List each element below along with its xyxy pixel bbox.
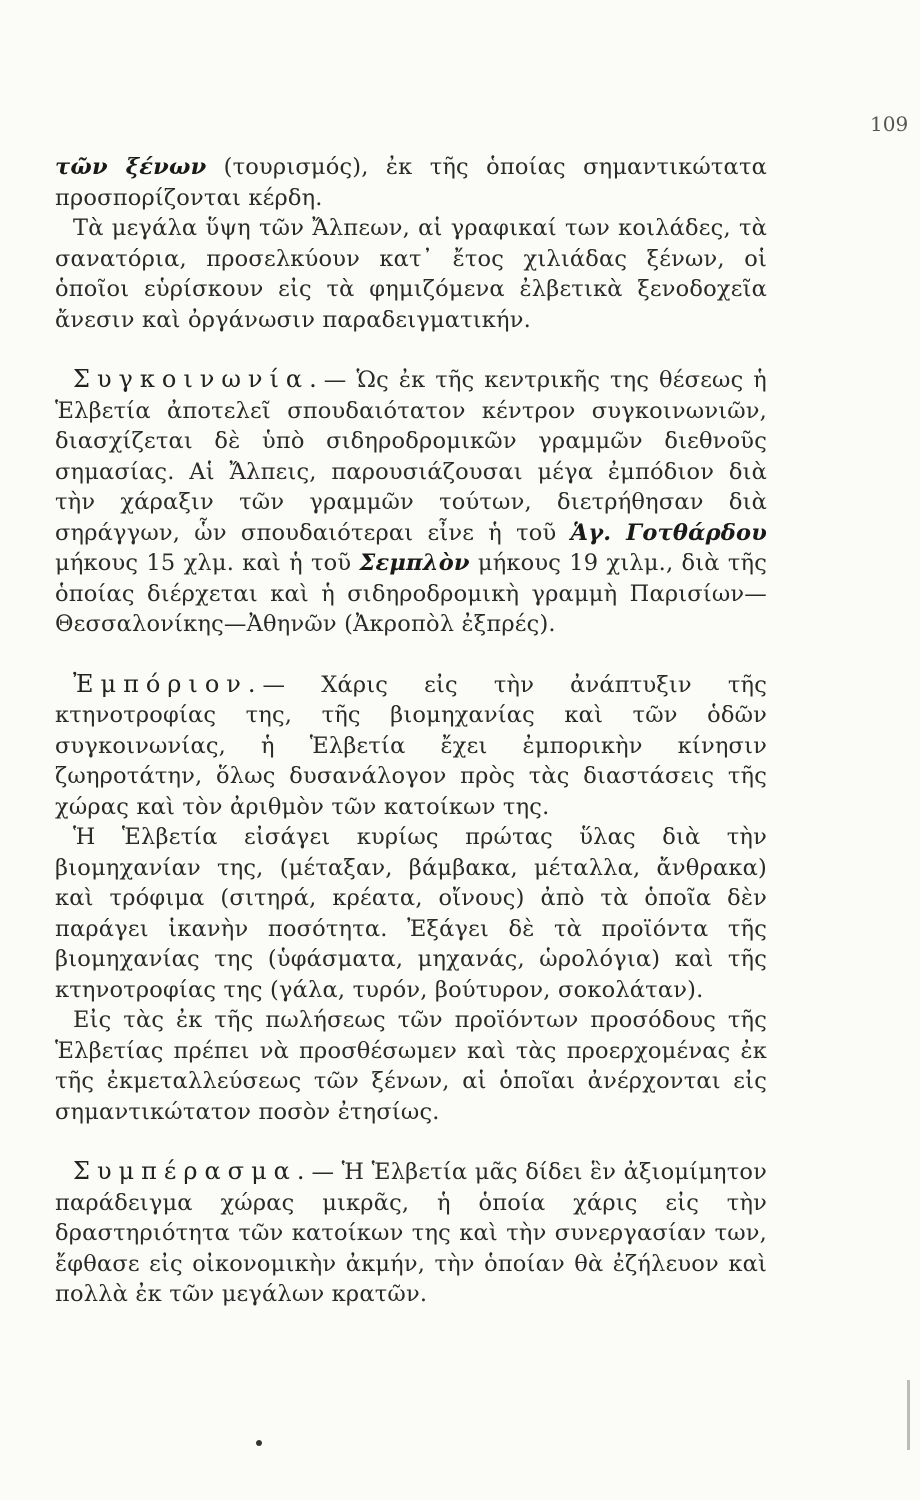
scan-edge-mark: [907, 1380, 910, 1450]
section-heading-trade: Ἐμπόριον.: [73, 669, 263, 698]
emphasis-simplon: Σεμπλὸν: [359, 550, 470, 576]
page-body: [55, 152, 767, 1310]
page-number: 109: [870, 112, 909, 136]
section-text: — Χάρις εἰς τὴν ἀνάπτυξιν τῆς κτηνοτροφίας της, τῆς βιομηχανίας καὶ τῶν ὁδῶν συγκοινωνίας, ἡ Ἑλβετία ἔχει ἐμπορικὴν κίνησιν ζωηροτάτην, ὅλως δυσανάλογον πρὸς τὰς διαστάσεις τῆς χώρας καὶ τὸν ἀριθμὸν τῶν κατοίκων της.: [55, 671, 767, 820]
emphasis-gotthard: Ἁγ. Γοτθάρδου: [570, 519, 768, 546]
section-text: — Ὡς ἐκ τῆς κεντρικῆς της θέσεως ἡ Ἑλβετία ἀποτελεῖ σπουδαιότατον κέντρον συγκοινωνιῶν, διασχίζεται δὲ ὑπὸ σιδηροδρομικῶν γραμμῶν διεθνοῦς σημασίας. Αἱ Ἄλπεις, παρουσιάζουσαι μέγα ἐμπόδιον διὰ τὴν χάραξιν τῶν γραμμῶν τούτων, διετρήθησαν διὰ σηράγγων, ὧν σπουδαιότεραι εἶνε ἡ τοῦ: [55, 367, 767, 546]
section-conclusion: [55, 1156, 767, 1310]
section-trade: [55, 669, 767, 823]
ink-dot: [256, 1440, 262, 1446]
section-heading-communication: Συγκοινωνία.: [73, 365, 324, 393]
section-text: — Ἡ Ἑλβετία μᾶς δίδει ἓν ἀξιομίμητον παράδειγμα χώρας μικρᾶς, ἡ ὁποία χάρις εἰς τὴν δραστηριότητα τῶν κατοίκων της καὶ τὴν συνεργασίαν των, ἔφθασε εἰς οἰκονομικὴν ἀκμήν, τὴν ὁποίαν θὰ ἐζήλευον καὶ πολλὰ ἐκ τῶν μεγάλων κρατῶν.: [55, 1159, 767, 1307]
section-communication: [55, 364, 767, 640]
section-text: μήκους 19 χιλμ., διὰ τῆς ὁποίας διέρχεται καὶ ἡ σιδηροδρομικὴ γραμμὴ Παρισίων—Θεσσαλονίκης—Ἀθηνῶν (Ἀκροπὸλ ἐξπρές).: [55, 550, 767, 637]
section-heading-conclusion: Συμπέρασμα.: [73, 1157, 312, 1185]
paragraph-alps-tourism: Τὰ μεγάλα ὕψη τῶν Ἄλπεων, αἱ γραφικαί των κοιλάδες, τὰ σανατόρια, προσελκύουν κατ᾽ ἔτος χιλιάδας ξένων, οἱ ὁποῖοι εὑρίσκουν εἰς τὰ φημιζόμενα ἐλβετικὰ ξενοδοχεῖα ἄνεσιν καὶ ὀργάνωσιν παραδειγματικήν.: [55, 215, 767, 333]
paragraph-imports-exports: Ἡ Ἑλβετία εἰσάγει κυρίως πρώτας ὕλας διὰ τὴν βιομηχανίαν της, (μέταξαν, βάμβακα, μέταλλα, ἄνθρακα) καὶ τρόφιμα (σιτηρά, κρέατα, οἴνους) ἀπὸ τὰ ὁποῖα δὲν παράγει ἱκανὴν ποσότητα. Ἐξάγει δὲ τὰ προϊόντα τῆς βιομηχανίας της (ὑφάσματα, μηχανάς, ὡρολόγια) καὶ τῆς κτηνοτροφίας της (γάλα, τυρόν, βούτυρον, σοκολάταν).: [55, 824, 767, 1003]
paragraph-revenue: Εἰς τὰς ἐκ τῆς πωλήσεως τῶν προϊόντων προσόδους τῆς Ἑλβετίας πρέπει νὰ προσθέσωμεν καὶ τὰς προερχομένας ἐκ τῆς ἐκμεταλλεύσεως τῶν ξένων, αἱ ὁποῖαι ἀνέρχονται εἰς σημαντικώτατον ποσὸν ἐτησίως.: [55, 1007, 767, 1125]
paragraph-text: (τουρισμός), ἐκ τῆς ὁποίας σημαντικώτατα προσπορίζονται κέρδη.: [55, 154, 767, 211]
paragraph-tourism-intro: [55, 152, 767, 213]
emphasis-foreigners: τῶν ξένων: [55, 154, 207, 180]
section-text: μήκους 15 χλμ. καὶ ἡ τοῦ: [55, 550, 360, 576]
